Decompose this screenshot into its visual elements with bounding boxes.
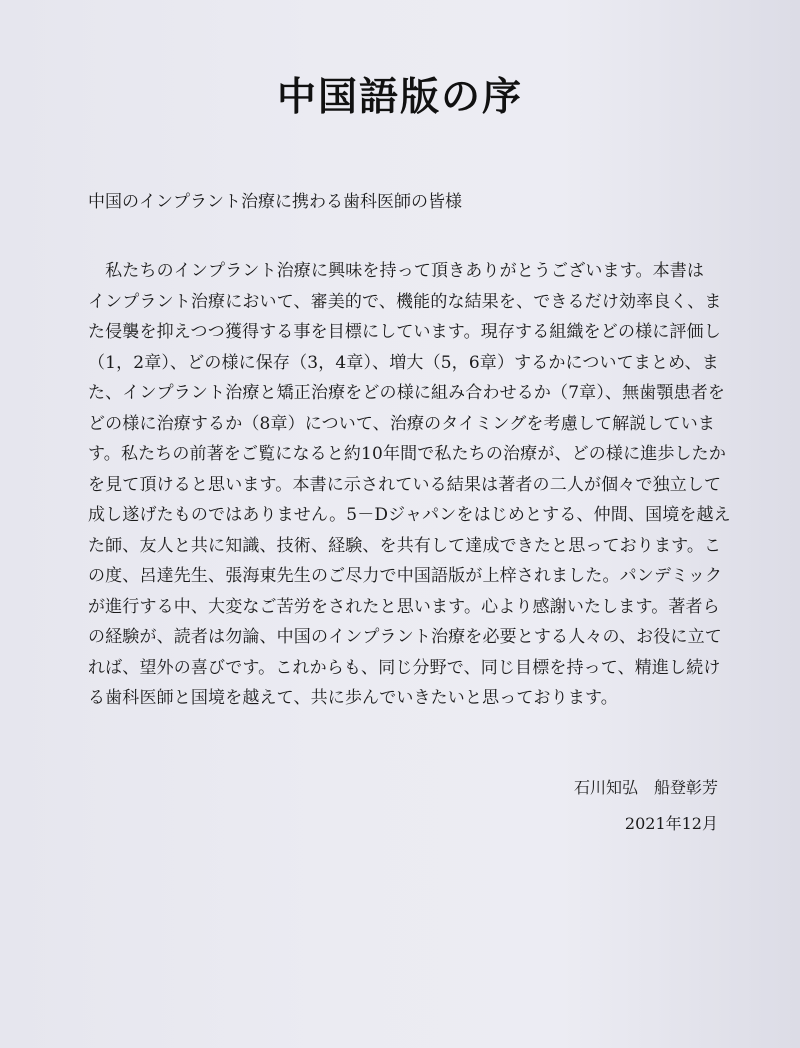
body-line: インプラント治療において、審美的で、機能的な結果を、できるだけ効率良く、ま <box>88 291 722 312</box>
body-line: る歯科医師と国境を越えて、共に歩んでいきたいと思っております。 <box>88 688 618 708</box>
body-line: 成し遂げたものではありません。5－Dジャパンをはじめとする、仲間、国境を越え <box>88 505 731 525</box>
body-line: た師、友人と共に知識、技術、経験、を共有して達成できたと思っております。こ <box>88 535 722 556</box>
page-title: 中国語版の序 <box>276 74 523 120</box>
body-line: れば、望外の喜びです。これからも、同じ分野で、同じ目標を持って、精進し続け <box>88 657 721 678</box>
body-line: を見て頂けると思います。本書に示されている結果は著者の二人が個々で独立して <box>88 474 722 495</box>
body-line: た、インプラント治療と矯正治療をどの様に組み合わせるか（7章）、無歯顎患者を <box>88 383 726 403</box>
body-line: どの様に治療するか（8章）について、治療のタイミングを考慮して解説していま <box>88 413 716 434</box>
body-line: （1，2章）、どの様に保存（3，4章）、増大（5，6章）するかについてまとめ、ま <box>88 352 719 373</box>
body-line: の度、呂達先生、張海東先生のご尽力で中国語版が上梓されました。パンデミック <box>88 566 723 586</box>
body-text <box>88 256 748 714</box>
salutation: 中国のインプラント治療に携わる歯科医師の皆様 <box>88 192 462 212</box>
author-signature: 石川知弘 船登彰芳 <box>573 778 718 797</box>
body-line: た侵襲を抑えつつ獲得する事を目標にしています。現存する組織をどの様に評価し <box>88 322 721 342</box>
body-line: が進行する中、大変なご苦労をされたと思います。心より感謝いたします。著者ら <box>88 596 720 617</box>
body-line: の経験が、読者は勿論、中国のインプラント治療を必要とする人々の、お役に立て <box>88 627 722 647</box>
body-line: 私たちのインプラント治療に興味を持って頂きありがとうございます。本書は <box>88 261 705 281</box>
body-line: す。私たちの前著をご覧になると約10年間で私たちの治療が、どの様に進歩したか <box>88 444 726 464</box>
date: 2021年12月 <box>624 814 718 833</box>
